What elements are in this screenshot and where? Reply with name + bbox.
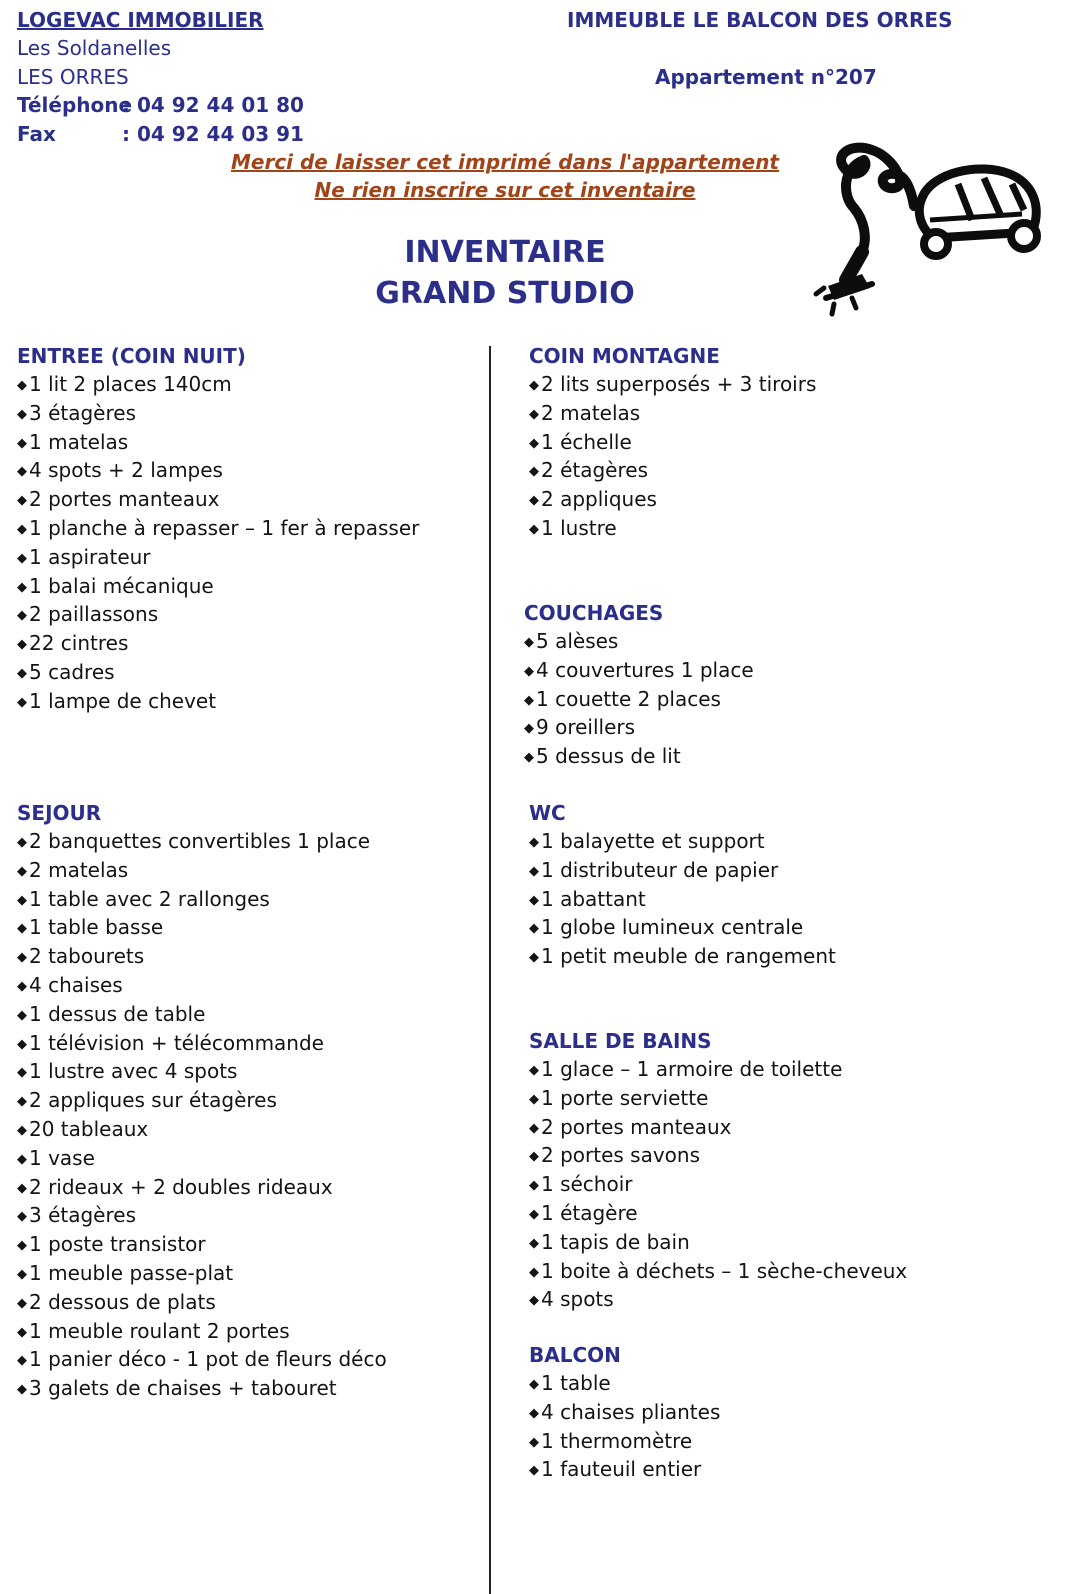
item-text: 1 table [541,1371,611,1395]
item-text: 5 alèses [536,629,619,653]
bullet-icon: ◆ [529,1377,539,1392]
bullet-icon: ◆ [17,637,27,653]
list-item [529,1141,907,1170]
list-item [17,1144,387,1173]
bullet-icon: ◆ [529,1434,539,1450]
item-text: 1 dessus de table [29,1001,206,1026]
bullet-icon: ◆ [17,950,27,966]
bullet-icon: ◆ [529,378,539,393]
item-list-salle-de-bains [529,1055,907,1314]
bullet-icon: ◆ [17,1209,27,1225]
section-title-balcon: BALCON [529,1343,621,1367]
bullet-icon: ◆ [17,550,27,566]
list-item [529,942,836,971]
address-line-1: Les Soldanelles [17,36,172,60]
bullet-icon: ◆ [524,635,534,650]
bullet-icon: ◆ [17,1295,27,1311]
item-text: 1 télévision + télécommande [29,1030,324,1055]
bullet-icon: ◆ [17,1151,27,1167]
list-item [17,913,387,942]
bullet-icon: ◆ [17,435,27,451]
list-item [17,1317,387,1346]
list-item [524,627,754,656]
list-item [17,942,387,971]
list-item [17,971,387,1000]
section-balcon [529,1341,720,1484]
bullet-icon: ◆ [529,1120,539,1136]
bullet-icon: ◆ [17,1122,27,1138]
vacuum-cleaner-icon [812,128,1057,318]
bullet-icon: ◆ [529,464,539,480]
bullet-icon: ◆ [17,978,27,994]
section-title-entree: ENTREE (COIN NUIT) [17,344,246,368]
item-text: 9 oreillers [536,715,636,740]
item-list-sejour [17,827,387,1403]
item-text: 2 dessous de plats [29,1289,216,1314]
fax-label: Fax [17,122,56,146]
item-text: 1 fauteuil entier [541,1457,702,1482]
list-item [529,1285,907,1314]
item-text: 1 échelle [541,429,632,454]
item-text: 1 panier déco - 1 pot de fleurs déco [29,1347,387,1372]
bullet-icon: ◆ [529,835,539,850]
bullet-icon: ◆ [17,1382,27,1398]
item-text: 1 aspirateur [29,544,151,569]
list-item [17,1230,387,1259]
item-text: 3 étagères [29,400,136,425]
bullet-icon: ◆ [529,892,539,908]
bullet-icon: ◆ [529,435,539,451]
list-item [17,1288,387,1317]
list-item [529,1113,907,1142]
item-text: 1 planche à repasser – 1 fer à repasser [29,515,420,540]
list-item [17,1345,387,1374]
list-item [17,1057,387,1086]
list-item [524,742,754,771]
bullet-icon: ◆ [529,1235,539,1251]
item-text: 1 lit 2 places 140cm [29,372,232,396]
list-item [529,370,816,399]
section-title-salle-de-bains: SALLE DE BAINS [529,1029,712,1053]
bullet-icon: ◆ [17,1353,27,1369]
section-title-wc: WC [529,801,566,825]
item-text: 2 appliques [541,487,657,512]
list-item [17,1201,387,1230]
list-item [529,1369,720,1398]
document-title: INVENTAIRE [404,235,606,270]
bullet-icon: ◆ [529,863,539,879]
item-text: 3 galets de chaises + tabouret [29,1376,337,1401]
bullet-icon: ◆ [17,406,27,422]
list-item [17,1374,387,1403]
item-text: 1 glace – 1 armoire de toilette [541,1057,843,1081]
section-couchages [524,599,754,771]
item-text: 20 tableaux [29,1116,149,1141]
column-divider [489,346,491,1594]
bullet-icon: ◆ [529,1149,539,1165]
bullet-icon: ◆ [529,950,539,966]
list-item [524,685,754,714]
list-item [529,1398,720,1427]
bullet-icon: ◆ [17,521,27,537]
bullet-icon: ◆ [17,608,27,624]
item-text: 1 étagère [541,1200,638,1225]
list-item [17,687,419,716]
list-item [529,856,836,885]
item-text: 1 petit meuble de rangement [541,944,836,969]
item-text: 1 table avec 2 rallonges [29,886,270,911]
list-item [529,1455,720,1484]
item-text: 4 couvertures 1 place [536,657,754,682]
list-item [17,827,387,856]
list-item [17,1029,387,1058]
bullet-icon: ◆ [17,1065,27,1081]
phone-label: Téléphone [17,93,133,117]
list-item [529,399,816,428]
bullet-icon: ◆ [17,1238,27,1254]
list-item [17,1000,387,1029]
item-text: 1 matelas [29,429,129,454]
list-item [524,656,754,685]
list-item [17,514,419,543]
item-text: 1 meuble roulant 2 portes [29,1318,290,1343]
bullet-icon: ◆ [17,493,27,509]
item-text: 4 spots + 2 lampes [29,458,223,483]
list-item [529,913,836,942]
item-text: 4 chaises [29,972,123,997]
bullet-icon: ◆ [17,921,27,937]
item-text: 1 porte serviette [541,1085,709,1110]
list-item [17,600,419,629]
item-text: 2 lits superposés + 3 tiroirs [541,372,817,396]
bullet-icon: ◆ [17,1324,27,1340]
bullet-icon: ◆ [524,663,534,679]
item-list-couchages [524,627,754,771]
bullet-icon: ◆ [17,1036,27,1052]
bullet-icon: ◆ [524,692,534,708]
list-item [529,1055,907,1084]
bullet-icon: ◆ [17,863,27,879]
fax-number: : 04 92 44 03 91 [122,122,304,146]
item-text: 2 portes manteaux [29,487,220,512]
item-text: 2 tabourets [29,944,145,969]
list-item [17,856,387,885]
list-item [17,428,419,457]
section-salle-de-bains [529,1027,907,1314]
list-item [529,1199,907,1228]
list-item [17,572,419,601]
list-item [529,1228,907,1257]
item-text: 4 spots [541,1287,614,1312]
list-item [17,885,387,914]
list-item [17,1173,387,1202]
list-item [529,428,816,457]
item-text: 2 rideaux + 2 doubles rideaux [29,1174,333,1199]
notice-keep-document: Merci de laisser cet imprimé dans l'appartement [230,150,779,174]
section-sejour [17,799,387,1403]
list-item [529,514,816,543]
bullet-icon: ◆ [524,721,534,737]
section-title-coin-montagne: COIN MONTAGNE [529,344,720,368]
bullet-icon: ◆ [17,665,27,681]
item-text: 2 paillassons [29,602,159,627]
list-item [529,456,816,485]
item-text: 1 balai mécanique [29,573,214,598]
item-text: 1 distributeur de papier [541,857,779,882]
item-text: 1 balayette et support [541,829,765,853]
list-item [529,827,836,856]
section-title-sejour: SEJOUR [17,801,102,825]
item-text: 1 séchoir [541,1172,633,1197]
list-item [529,1257,907,1286]
bullet-icon: ◆ [17,1266,27,1282]
bullet-icon: ◆ [529,1405,539,1421]
item-text: 1 poste transistor [29,1232,206,1257]
bullet-icon: ◆ [17,1094,27,1110]
item-text: 2 portes manteaux [541,1114,732,1139]
item-text: 1 tapis de bain [541,1229,690,1254]
building-name: IMMEUBLE LE BALCON DES ORRES [567,8,953,32]
item-text: 22 cintres [29,631,129,656]
list-item [524,713,754,742]
item-text: 1 globe lumineux centrale [541,915,804,940]
bullet-icon: ◆ [529,493,539,509]
section-wc [529,799,836,971]
item-text: 1 lustre avec 4 spots [29,1059,238,1084]
address-line-2: LES ORRES [17,65,129,89]
item-text: 2 banquettes convertibles 1 place [29,829,371,853]
list-item [17,456,419,485]
list-item [17,629,419,658]
bullet-icon: ◆ [529,1178,539,1194]
item-text: 5 cadres [29,659,115,684]
bullet-icon: ◆ [529,1293,539,1309]
notice-do-not-write: Ne rien inscrire sur cet inventaire [314,178,696,202]
bullet-icon: ◆ [529,1264,539,1280]
item-text: 2 étagères [541,458,648,483]
bullet-icon: ◆ [529,921,539,937]
list-item [17,1086,387,1115]
item-text: 2 portes savons [541,1143,701,1168]
item-list-coin-montagne [529,370,816,543]
item-text: 1 meuble passe-plat [29,1260,234,1285]
item-text: 5 dessus de lit [536,744,681,769]
list-item [17,370,419,399]
list-item [529,1170,907,1199]
bullet-icon: ◆ [17,892,27,908]
bullet-icon: ◆ [17,1007,27,1023]
bullet-icon: ◆ [17,378,27,393]
item-text: 2 appliques sur étagères [29,1088,277,1113]
bullet-icon: ◆ [529,1063,539,1078]
list-item [529,885,836,914]
item-text: 1 table basse [29,915,164,940]
list-item [529,485,816,514]
bullet-icon: ◆ [529,521,539,537]
list-item [17,399,419,428]
section-entree [17,342,419,716]
bullet-icon: ◆ [17,835,27,850]
list-item [17,543,419,572]
item-text: 1 boite à déchets – 1 sèche-cheveux [541,1258,908,1283]
item-text: 1 lampe de chevet [29,688,217,713]
bullet-icon: ◆ [529,1463,539,1479]
item-text: 1 abattant [541,886,646,911]
item-text: 4 chaises pliantes [541,1399,721,1424]
list-item [17,1115,387,1144]
item-list-entree [17,370,419,716]
bullet-icon: ◆ [17,464,27,480]
section-title-couchages: COUCHAGES [524,601,664,625]
item-list-wc [529,827,836,971]
bullet-icon: ◆ [529,1091,539,1107]
bullet-icon: ◆ [529,1206,539,1222]
item-text: 1 lustre [541,515,617,540]
document-subtitle: GRAND STUDIO [375,276,635,311]
item-text: 1 vase [29,1145,95,1170]
apartment-number: Appartement n°207 [655,65,877,89]
item-list-balcon [529,1369,720,1484]
phone-number: : 04 92 44 01 80 [122,93,304,117]
item-text: 1 thermomètre [541,1428,693,1453]
bullet-icon: ◆ [17,1180,27,1196]
item-text: 2 matelas [541,400,641,425]
item-text: 2 matelas [29,857,129,882]
list-item [17,485,419,514]
section-coin-montagne [529,342,816,543]
item-text: 3 étagères [29,1203,136,1228]
list-item [529,1427,720,1456]
item-text: 1 couette 2 places [536,686,721,711]
list-item [17,1259,387,1288]
bullet-icon: ◆ [17,694,27,710]
bullet-icon: ◆ [529,406,539,422]
bullet-icon: ◆ [17,579,27,595]
company-name: LOGEVAC IMMOBILIER [17,8,264,32]
list-item [17,658,419,687]
list-item [529,1084,907,1113]
bullet-icon: ◆ [524,750,534,766]
